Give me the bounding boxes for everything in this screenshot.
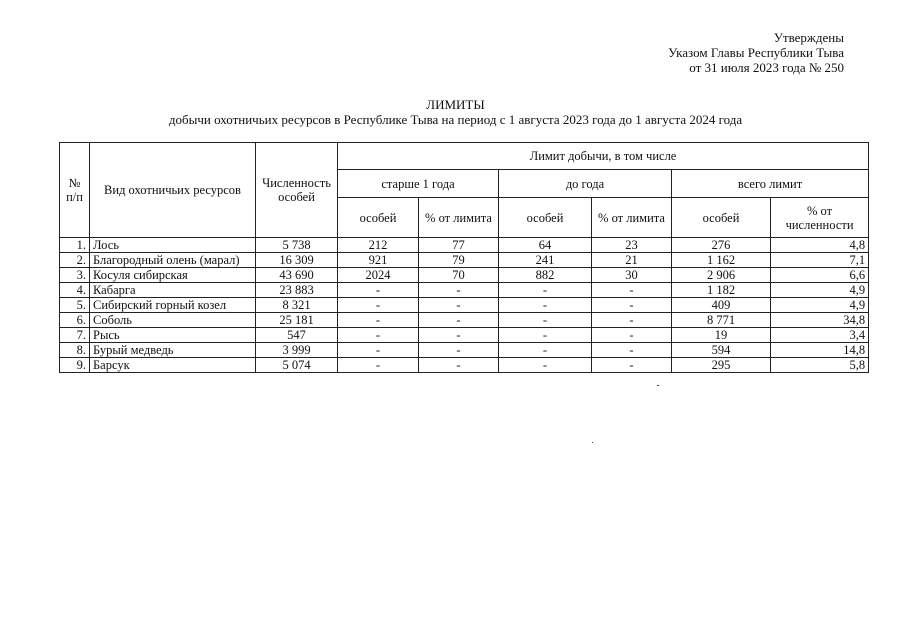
cell-num: 9. bbox=[60, 358, 90, 373]
cell-older-count: 212 bbox=[338, 238, 419, 253]
cell-total-pct: 4,8 bbox=[771, 238, 869, 253]
cell-num: 2. bbox=[60, 253, 90, 268]
cell-young-pct: - bbox=[592, 313, 672, 328]
cell-num: 6. bbox=[60, 313, 90, 328]
cell-num: 8. bbox=[60, 343, 90, 358]
cell-population: 25 181 bbox=[256, 313, 338, 328]
cell-species: Сибирский горный козел bbox=[90, 298, 256, 313]
approval-line-2: Указом Главы Республики Тыва bbox=[668, 45, 844, 60]
cell-total-pct: 5,8 bbox=[771, 358, 869, 373]
cell-older-pct: - bbox=[419, 343, 499, 358]
cell-total-count: 276 bbox=[672, 238, 771, 253]
cell-species: Барсук bbox=[90, 358, 256, 373]
cell-young-count: - bbox=[499, 283, 592, 298]
cell-older-pct: - bbox=[419, 328, 499, 343]
header-total-count: особей bbox=[672, 198, 771, 238]
cell-species: Косуля сибирская bbox=[90, 268, 256, 283]
cell-total-count: 1 162 bbox=[672, 253, 771, 268]
cell-older-count: - bbox=[338, 358, 419, 373]
cell-older-count: - bbox=[338, 283, 419, 298]
cell-young-pct: - bbox=[592, 283, 672, 298]
header-population: Численность особей bbox=[256, 143, 338, 238]
table-row bbox=[60, 298, 869, 313]
cell-population: 23 883 bbox=[256, 283, 338, 298]
header-young-pct: % от лимита bbox=[592, 198, 672, 238]
cell-older-count: 2024 bbox=[338, 268, 419, 283]
header-total-pct: % от численности bbox=[771, 198, 869, 238]
title-subtitle: добычи охотничьих ресурсов в Республике Тыва на период с 1 августа 2023 года до 1 августа 2024 года bbox=[168, 112, 743, 127]
header-older-count: особей bbox=[338, 198, 419, 238]
table-row bbox=[60, 343, 869, 358]
scan-speck bbox=[592, 442, 593, 443]
table-row bbox=[60, 358, 869, 373]
cell-population: 5 074 bbox=[256, 358, 338, 373]
cell-species: Благородный олень (марал) bbox=[90, 253, 256, 268]
cell-older-pct: - bbox=[419, 358, 499, 373]
header-limit-group: Лимит добычи, в том числе bbox=[338, 143, 869, 170]
cell-total-count: 409 bbox=[672, 298, 771, 313]
cell-num: 3. bbox=[60, 268, 90, 283]
cell-population: 5 738 bbox=[256, 238, 338, 253]
cell-species: Соболь bbox=[90, 313, 256, 328]
cell-young-pct: - bbox=[592, 298, 672, 313]
header-young-count: особей bbox=[499, 198, 592, 238]
cell-older-pct: 70 bbox=[419, 268, 499, 283]
cell-total-count: 2 906 bbox=[672, 268, 771, 283]
header-num: № п/п bbox=[60, 143, 90, 238]
table-row bbox=[60, 328, 869, 343]
cell-total-count: 19 bbox=[672, 328, 771, 343]
table-row bbox=[60, 238, 869, 253]
cell-num: 1. bbox=[60, 238, 90, 253]
cell-young-pct: 21 bbox=[592, 253, 672, 268]
cell-young-pct: 30 bbox=[592, 268, 672, 283]
cell-older-count: 921 bbox=[338, 253, 419, 268]
table-row bbox=[60, 283, 869, 298]
approval-line-1: Утверждены bbox=[773, 30, 844, 45]
document-title bbox=[0, 97, 911, 127]
table-row bbox=[60, 268, 869, 283]
cell-num: 7. bbox=[60, 328, 90, 343]
cell-young-count: 882 bbox=[499, 268, 592, 283]
cell-population: 16 309 bbox=[256, 253, 338, 268]
header-species: Вид охотничьих ресурсов bbox=[90, 143, 256, 238]
cell-young-count: 241 bbox=[499, 253, 592, 268]
cell-population: 547 bbox=[256, 328, 338, 343]
cell-young-count: - bbox=[499, 313, 592, 328]
cell-num: 5. bbox=[60, 298, 90, 313]
cell-population: 8 321 bbox=[256, 298, 338, 313]
approval-line-3: от 31 июля 2023 года № 250 bbox=[689, 60, 844, 75]
cell-young-count: - bbox=[499, 358, 592, 373]
cell-total-pct: 14,8 bbox=[771, 343, 869, 358]
cell-total-pct: 3,4 bbox=[771, 328, 869, 343]
cell-population: 43 690 bbox=[256, 268, 338, 283]
cell-young-pct: - bbox=[592, 343, 672, 358]
scan-speck bbox=[657, 385, 659, 386]
cell-young-pct: 23 bbox=[592, 238, 672, 253]
table-row bbox=[60, 253, 869, 268]
cell-older-count: - bbox=[338, 313, 419, 328]
cell-total-pct: 6,6 bbox=[771, 268, 869, 283]
cell-older-count: - bbox=[338, 328, 419, 343]
cell-total-count: 8 771 bbox=[672, 313, 771, 328]
cell-young-pct: - bbox=[592, 328, 672, 343]
cell-older-count: - bbox=[338, 343, 419, 358]
header-total: всего лимит bbox=[672, 170, 869, 198]
cell-species: Лось bbox=[90, 238, 256, 253]
cell-population: 3 999 bbox=[256, 343, 338, 358]
cell-total-count: 1 182 bbox=[672, 283, 771, 298]
cell-young-count: - bbox=[499, 328, 592, 343]
cell-total-pct: 7,1 bbox=[771, 253, 869, 268]
cell-total-count: 594 bbox=[672, 343, 771, 358]
cell-num: 4. bbox=[60, 283, 90, 298]
cell-species: Кабарга bbox=[90, 283, 256, 298]
cell-total-count: 295 bbox=[672, 358, 771, 373]
header-older: старше 1 года bbox=[338, 170, 499, 198]
title-main: ЛИМИТЫ bbox=[426, 97, 485, 112]
cell-older-pct: 77 bbox=[419, 238, 499, 253]
cell-species: Рысь bbox=[90, 328, 256, 343]
cell-total-pct: 4,9 bbox=[771, 298, 869, 313]
limits-table bbox=[59, 142, 869, 373]
header-young: до года bbox=[499, 170, 672, 198]
cell-older-pct: - bbox=[419, 283, 499, 298]
table-row bbox=[60, 313, 869, 328]
cell-older-count: - bbox=[338, 298, 419, 313]
cell-total-pct: 4,9 bbox=[771, 283, 869, 298]
cell-species: Бурый медведь bbox=[90, 343, 256, 358]
cell-older-pct: - bbox=[419, 298, 499, 313]
cell-older-pct: 79 bbox=[419, 253, 499, 268]
cell-total-pct: 34,8 bbox=[771, 313, 869, 328]
header-older-pct: % от лимита bbox=[419, 198, 499, 238]
cell-older-pct: - bbox=[419, 313, 499, 328]
cell-young-count: 64 bbox=[499, 238, 592, 253]
cell-young-pct: - bbox=[592, 358, 672, 373]
cell-young-count: - bbox=[499, 298, 592, 313]
approval-block bbox=[668, 30, 844, 75]
cell-young-count: - bbox=[499, 343, 592, 358]
